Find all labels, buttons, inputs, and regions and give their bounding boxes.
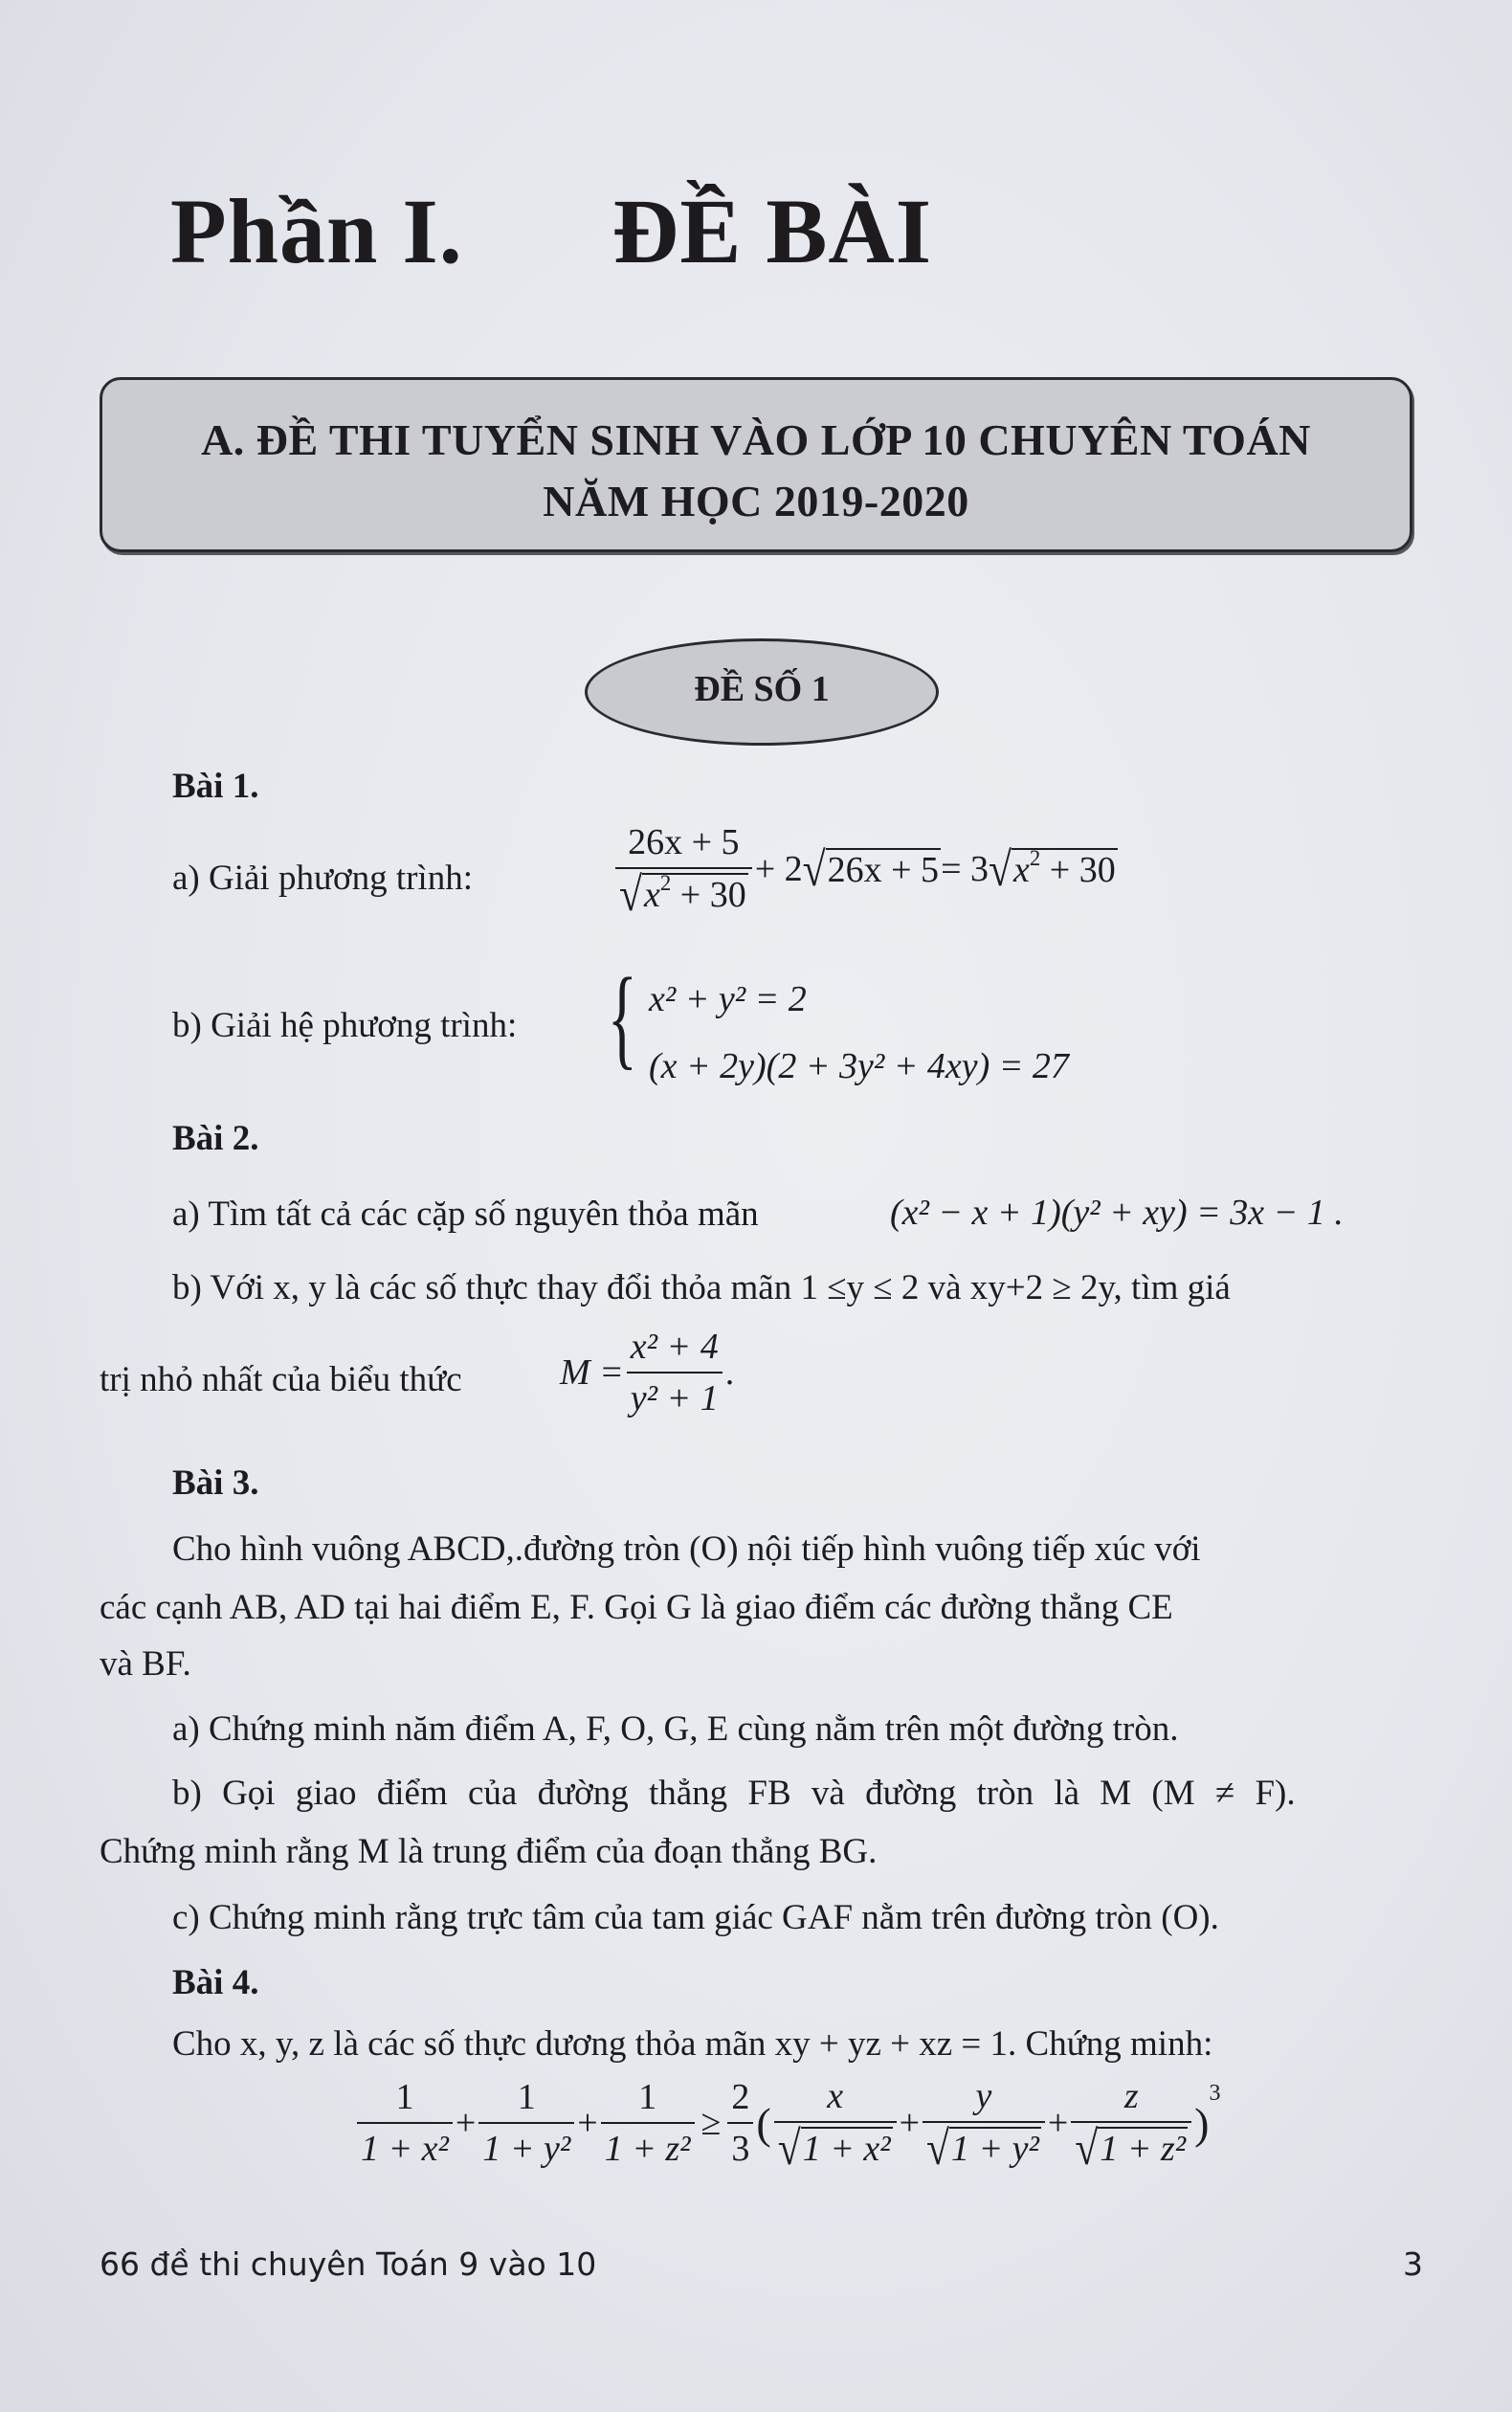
radical: √ 26x + 5 bbox=[802, 842, 940, 897]
exponent: 2 bbox=[1029, 845, 1041, 870]
radicand: 26x + 5 bbox=[827, 849, 940, 890]
fraction bbox=[727, 2076, 753, 2170]
period: . bbox=[724, 1352, 735, 1393]
problem-3-intro-1: Cho hình vuông ABCD,.đường tròn (O) nội tiếp hình vuông tiếp xúc với bbox=[172, 1530, 1201, 1569]
exam-number-badge bbox=[585, 638, 939, 746]
problem-1b-label: b) Giải hệ phương trình: bbox=[172, 1006, 518, 1045]
denominator: 3 bbox=[727, 2122, 753, 2170]
var-m: M = bbox=[560, 1352, 624, 1393]
problem-1a-label: a) Giải phương trình: bbox=[172, 859, 473, 898]
exam-number-label: ĐỀ SỐ 1 bbox=[694, 669, 830, 709]
radicand: 1 + y² bbox=[951, 2129, 1039, 2169]
problem-2b-expression bbox=[560, 1326, 734, 1419]
problem-1a-equation bbox=[612, 821, 1118, 922]
fraction bbox=[627, 1326, 723, 1419]
plus: + bbox=[899, 2103, 921, 2144]
problem-4-inequality bbox=[354, 2075, 1221, 2176]
denominator: y² + 1 bbox=[627, 1372, 723, 1419]
system-equation-2: (x + 2y)(2 + 3y² + 4xy) = 27 bbox=[649, 1046, 1069, 1086]
denominator: 1 + x² bbox=[357, 2122, 453, 2170]
radical: √ $x^2 + 30$ bbox=[989, 842, 1116, 897]
part-heading: ĐỀ BÀI bbox=[612, 180, 933, 282]
equals-three: = 3 bbox=[941, 849, 989, 890]
plus: + bbox=[577, 2103, 598, 2144]
problem-3b-cont: Chứng minh rằng M là trung điểm của đoạn thẳng BG. bbox=[100, 1832, 878, 1871]
numerator: 26x + 5 bbox=[628, 822, 740, 862]
part-title: Phần I. bbox=[170, 180, 463, 282]
numerator: y bbox=[975, 2076, 992, 2116]
denominator: √ $x^2 + 30$ bbox=[615, 867, 752, 918]
problem-2a-equation: (x² − x + 1)(y² + xy) = 3x − 1 . bbox=[890, 1193, 1344, 1233]
denominator: 1 + z² bbox=[601, 2122, 695, 2170]
left-brace: { bbox=[607, 954, 637, 1080]
problem-3a: a) Chứng minh năm điểm A, F, O, G, E cùng nằm trên một đường tròn. bbox=[172, 1709, 1179, 1749]
denominator: 1 + y² bbox=[478, 2122, 574, 2170]
geq-sign: ≥ bbox=[700, 2103, 722, 2144]
var-x: x bbox=[1012, 849, 1030, 890]
numerator: 2 bbox=[731, 2077, 750, 2118]
problem-3b: b) Gọi giao điểm của đường thẳng FB và đường tròn là M (M ≠ F). bbox=[172, 1774, 1296, 1813]
fraction bbox=[601, 2076, 695, 2170]
section-title-line-2: NĂM HỌC 2019-2020 bbox=[543, 477, 969, 525]
footer-book-title: 66 đề thi chuyên Toán 9 vào 10 bbox=[100, 2245, 597, 2283]
numerator: 1 bbox=[517, 2077, 536, 2118]
radicand: 1 + z² bbox=[1100, 2129, 1187, 2169]
numerator: x bbox=[827, 2076, 844, 2116]
fraction: y √ 1 + y² bbox=[923, 2075, 1045, 2172]
problem-3-title: Bài 3. bbox=[172, 1463, 259, 1503]
problem-2a-text: a) Tìm tất cả các cặp số nguyên thỏa mãn bbox=[172, 1195, 759, 1234]
plus-two: + 2 bbox=[754, 849, 803, 890]
fraction bbox=[357, 2076, 453, 2170]
radicand: 1 + x² bbox=[802, 2129, 891, 2169]
problem-4-intro: Cho x, y, z là các số thực dương thỏa mãn xy + yz + xz = 1. Chứng minh: bbox=[172, 2024, 1213, 2064]
fraction: z √ 1 + z² bbox=[1071, 2075, 1191, 2172]
page-number: 3 bbox=[1403, 2245, 1423, 2283]
section-title-line-1: A. ĐỀ THI TUYỂN SINH VÀO LỚP 10 CHUYÊN TOÁN bbox=[201, 415, 1311, 464]
term: + 30 bbox=[671, 875, 746, 915]
numerator: 1 bbox=[638, 2077, 657, 2118]
numerator: x² + 4 bbox=[630, 1327, 719, 1367]
problem-3-intro-3: và BF. bbox=[100, 1644, 191, 1684]
numerator: 1 bbox=[395, 2077, 414, 2118]
system-equation-1: x² + y² = 2 bbox=[649, 979, 807, 1019]
plus: + bbox=[1047, 2103, 1069, 2144]
fraction bbox=[615, 821, 752, 922]
section-banner bbox=[100, 377, 1412, 552]
plus: + bbox=[455, 2103, 477, 2144]
problem-4-title: Bài 4. bbox=[172, 1963, 259, 2002]
var-x: x bbox=[643, 875, 660, 915]
problem-3-intro-2: các cạnh AB, AD tại hai điểm E, F. Gọi G là giao điểm các đường thẳng CE bbox=[100, 1588, 1173, 1627]
problem-3c: c) Chứng minh rằng trực tâm của tam giác GAF nằm trên đường tròn (O). bbox=[172, 1898, 1219, 1937]
fraction bbox=[478, 2076, 574, 2170]
numerator: z bbox=[1123, 2076, 1139, 2116]
problem-2-title: Bài 2. bbox=[172, 1119, 259, 1158]
fraction: x √ 1 + x² bbox=[774, 2075, 897, 2172]
term: + 30 bbox=[1040, 849, 1116, 890]
exponent: 2 bbox=[659, 870, 672, 895]
exponent: 3 bbox=[1209, 2081, 1221, 2106]
problem-2b-text: b) Với x, y là các số thực thay đổi thỏa mãn 1 ≤y ≤ 2 và xy+2 ≥ 2y, tìm giá bbox=[172, 1268, 1231, 1307]
problem-1-title: Bài 1. bbox=[172, 767, 259, 806]
problem-2b-text-cont: trị nhỏ nhất của biểu thức bbox=[100, 1360, 462, 1399]
open-paren: ( bbox=[756, 2098, 771, 2148]
close-paren: ) bbox=[1194, 2098, 1210, 2148]
